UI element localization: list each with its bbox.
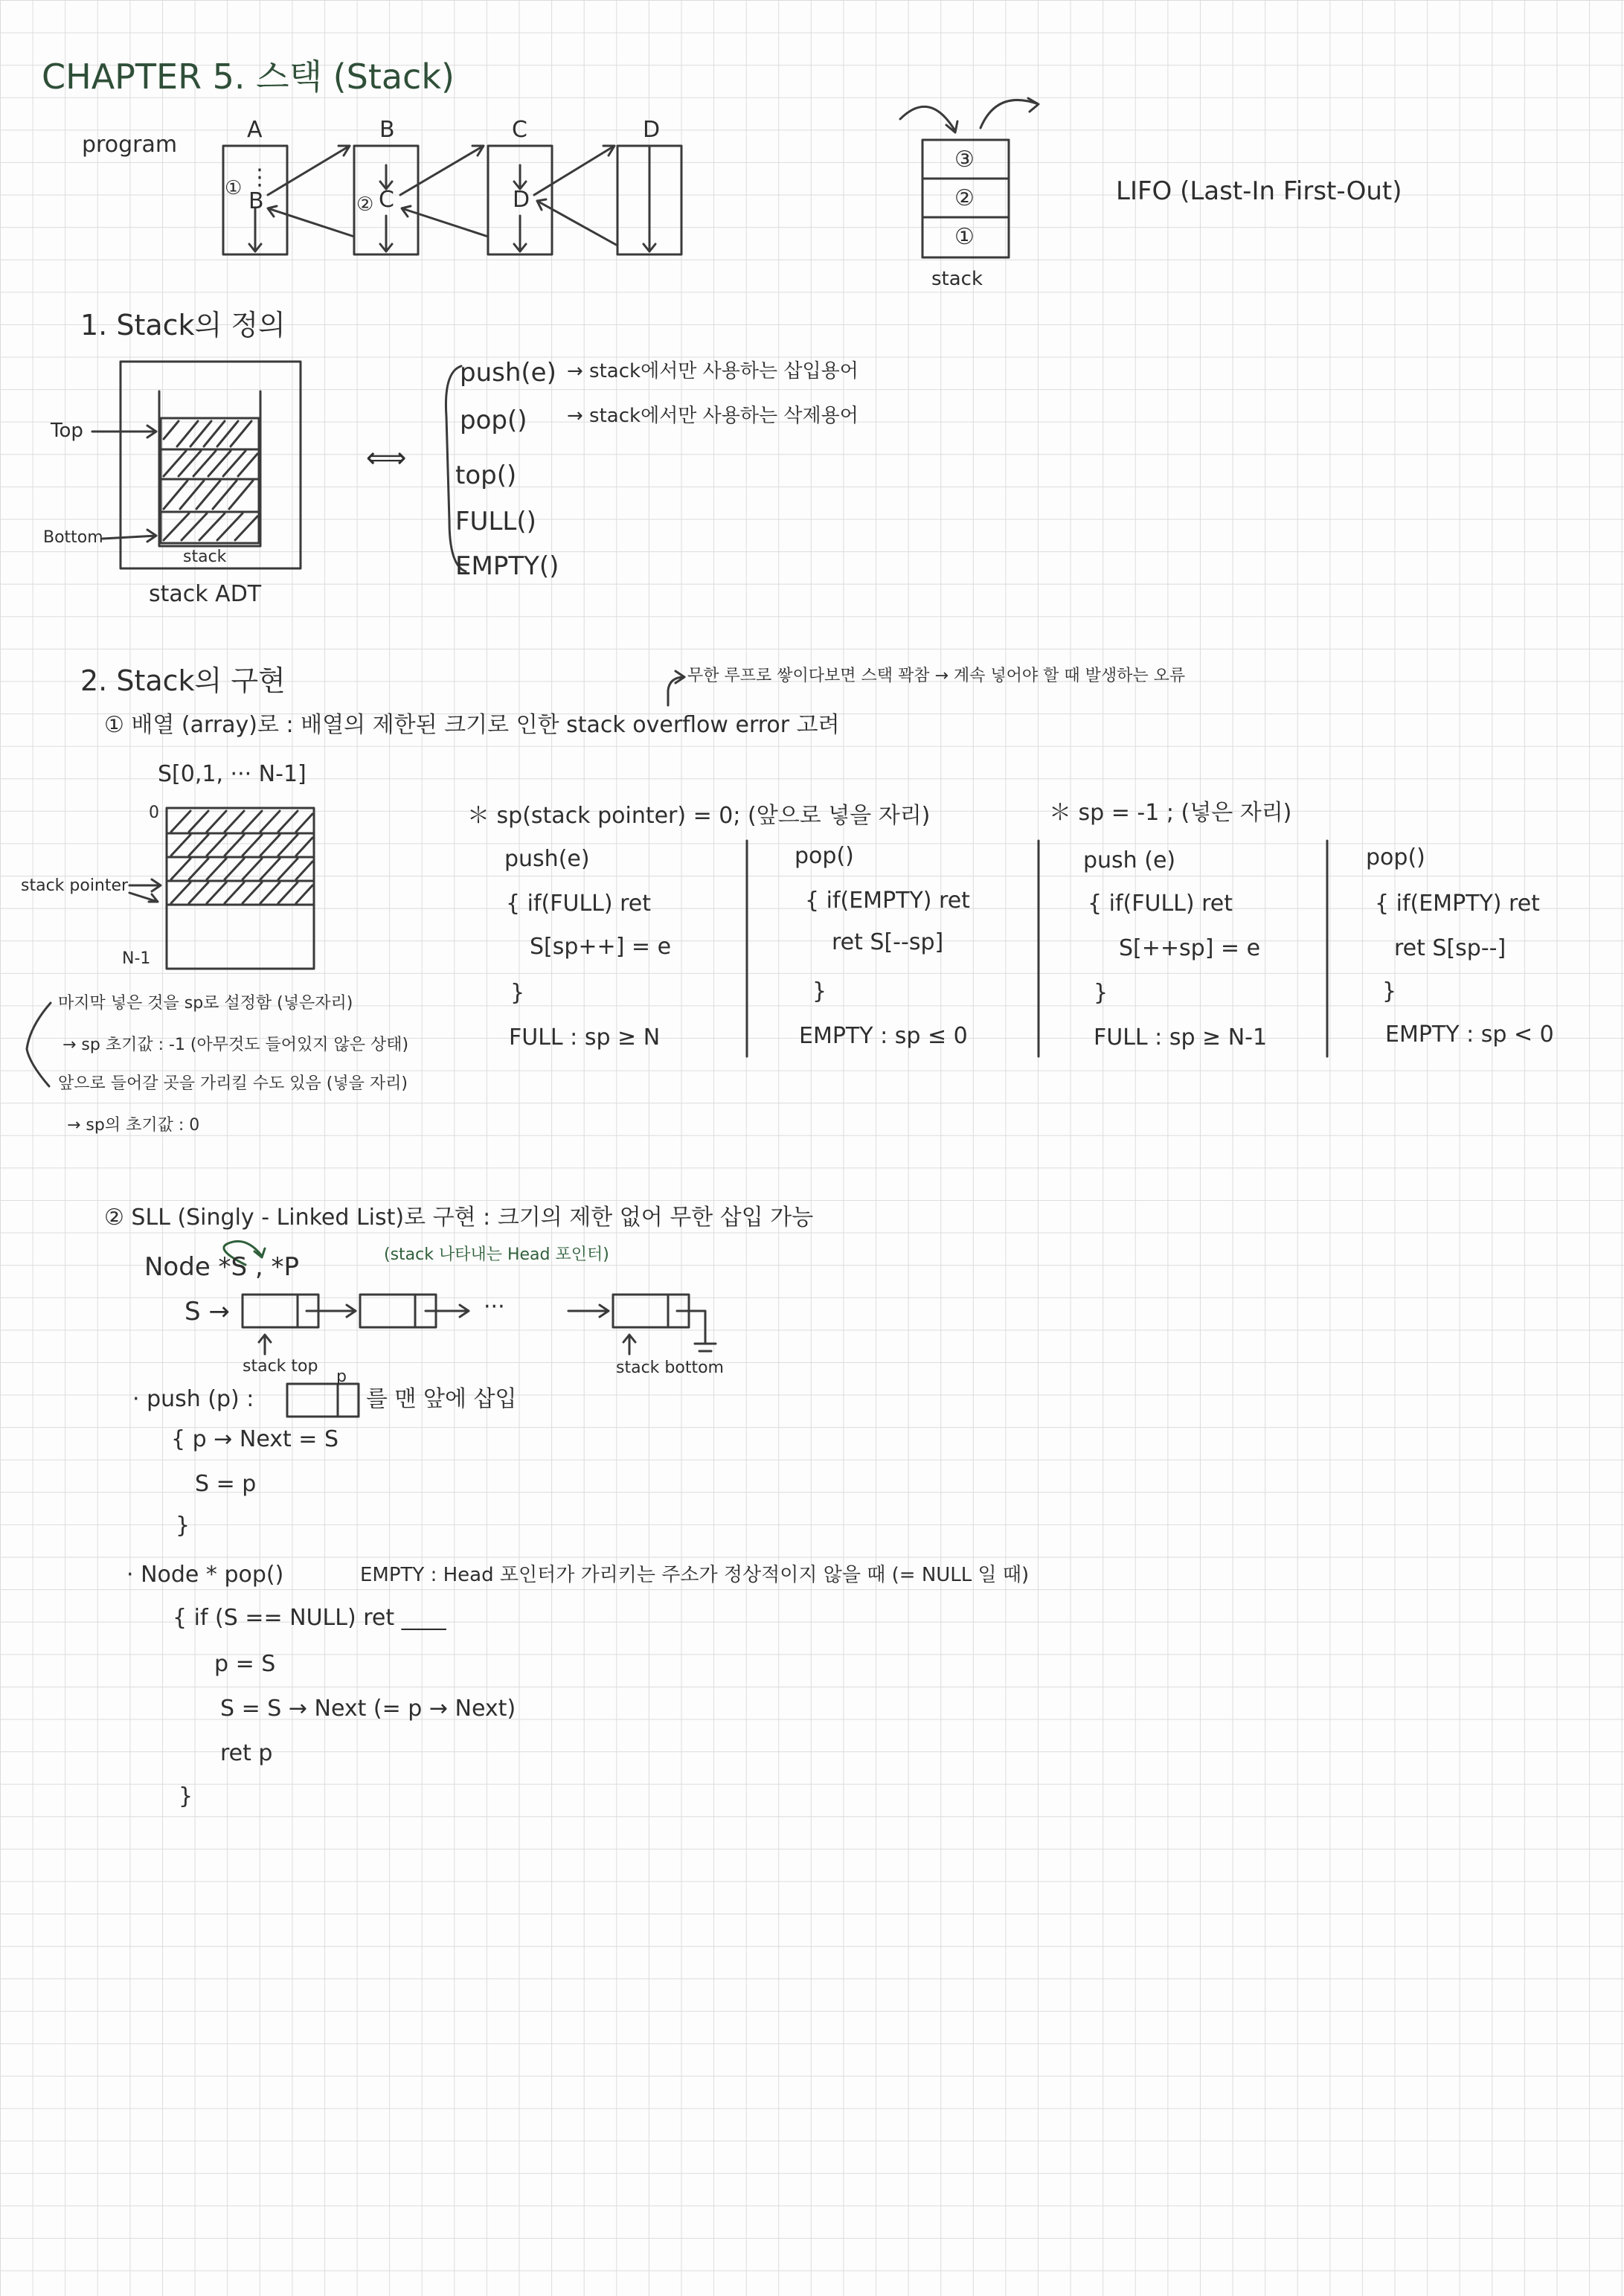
- push-body-close: }: [176, 1513, 190, 1539]
- bottom-label: Bottom: [43, 528, 103, 547]
- box-c-inner: D: [513, 187, 530, 213]
- case2-pop-title: pop(): [1366, 844, 1425, 870]
- stack-item-1: ①: [954, 224, 975, 250]
- p-label: p: [336, 1367, 347, 1386]
- box-label-a: A: [247, 117, 263, 143]
- push-label: · push (p) :: [132, 1386, 254, 1412]
- case1-pop-close: }: [812, 978, 827, 1004]
- pop-body-close: }: [179, 1783, 193, 1809]
- case2-full-cond: FULL : sp ≥ N-1: [1094, 1024, 1268, 1051]
- equivalence-symbol: ⟺: [366, 441, 407, 474]
- sp-arrow: [129, 879, 161, 902]
- box-a-down-arrow: [249, 208, 261, 251]
- pop-body-line2: p = S: [214, 1651, 276, 1677]
- top-label: Top: [51, 420, 83, 442]
- page-title: CHAPTER 5. 스택 (Stack): [42, 57, 455, 97]
- push-body-line1: { p → Next = S: [171, 1426, 339, 1452]
- return-arrow-c-b: [402, 206, 488, 237]
- push-description: 를 맨 앞에 삽입: [366, 1386, 517, 1412]
- bottom-up-arrow: [623, 1335, 635, 1354]
- case1-pop-line2: ret S[--sp]: [832, 929, 944, 955]
- push-body-line2: S = p: [195, 1471, 257, 1497]
- stack-adt-label: stack ADT: [149, 581, 262, 607]
- case1-push-line2: S[sp++] = e: [530, 934, 672, 960]
- case2-pop-line1: { if(EMPTY) ret: [1375, 891, 1540, 917]
- box-a-dots: ⋮: [248, 164, 271, 190]
- stack-adt-box: [121, 362, 301, 568]
- stack-adt-hatch: [161, 418, 259, 543]
- stack-item-3: ③: [954, 147, 975, 173]
- bottom-pointer-arrow: [103, 530, 156, 542]
- call-arrow-a-b: [268, 146, 350, 195]
- case2-pop-close: }: [1382, 978, 1397, 1004]
- case1-push-title: push(e): [504, 846, 590, 872]
- index-bottom: N-1: [122, 949, 151, 968]
- op-full: FULL(): [455, 507, 536, 536]
- pop-body-line4: ret p: [220, 1740, 273, 1766]
- stack-icon-label: stack: [931, 268, 983, 290]
- case1-push-close: }: [510, 980, 525, 1006]
- array-heading: ① 배열 (array)로 : 배열의 제한된 크기로 인한 stack overflow error 고려: [104, 712, 840, 738]
- array-hatch: [167, 811, 314, 905]
- case2-push-close: }: [1094, 980, 1108, 1006]
- side-notes-brace: [27, 1003, 51, 1086]
- case2-pop-line2: ret S[sp--]: [1394, 935, 1506, 961]
- array-signature: S[0,1, ··· N-1]: [158, 761, 306, 787]
- box-d-down-arrow: [643, 147, 655, 251]
- stack-item-2: ②: [954, 185, 975, 211]
- op-push: push(e): [460, 358, 556, 388]
- pop-note: → stack에서만 사용하는 삭제용어: [567, 405, 858, 427]
- pop-empty-note: EMPTY : Head 포인터가 가리키는 주소가 정상적이지 않을 때 (= NULL 일 때): [360, 1564, 1030, 1586]
- pop-body-line1: { if (S == NULL) ret ____: [173, 1605, 446, 1631]
- node-declaration: Node *S , *P: [144, 1252, 300, 1282]
- side-note-4: → sp의 초기값 : 0: [67, 1116, 200, 1135]
- op-empty: EMPTY(): [455, 551, 559, 581]
- sp-label: stack pointer: [21, 876, 129, 895]
- box-b-inner: C: [379, 187, 394, 213]
- pop-label: · Node * pop(): [126, 1562, 284, 1588]
- push-node-box: [287, 1384, 359, 1417]
- index-top: 0: [149, 804, 159, 822]
- return-arrow-d-c: [537, 199, 617, 246]
- case1-push-line1: { if(FULL) ret: [506, 891, 651, 917]
- box-label-b: B: [379, 117, 395, 143]
- return-arrow-b-a: [268, 206, 354, 237]
- stack-bottom-label: stack bottom: [616, 1359, 724, 1377]
- case2-empty-cond: EMPTY : sp < 0: [1385, 1022, 1554, 1048]
- case2-push-line2: S[++sp] = e: [1119, 935, 1261, 961]
- box-label-d: D: [643, 117, 661, 143]
- side-note-2: → sp 초기값 : -1 (아무것도 들어있지 않은 상태): [62, 1036, 409, 1054]
- call-arrow-c-d: [534, 146, 614, 195]
- side-note-1: 마지막 넣은 것을 sp로 설정함 (넣은자리): [58, 994, 353, 1013]
- null-ground: [677, 1311, 716, 1351]
- step-2: ②: [356, 193, 374, 216]
- case1-empty-cond: EMPTY : sp ≤ 0: [799, 1023, 968, 1049]
- pop-body-line3: S = S → Next (= p → Next): [220, 1696, 516, 1722]
- top-up-arrow: [259, 1335, 271, 1354]
- stack-inner-label: stack: [183, 548, 227, 566]
- sll-s-label: S →: [184, 1297, 230, 1327]
- case1-full-cond: FULL : sp ≥ N: [509, 1024, 661, 1051]
- sll-heading: ② SLL (Singly - Linked List)로 구현 : 크기의 제한 없어 무한 삽입 가능: [104, 1205, 814, 1231]
- program-label: program: [82, 132, 178, 158]
- section2-heading: 2. Stack의 구현: [80, 664, 286, 697]
- stack-in-arrow: [900, 106, 957, 132]
- box-a-inner: B: [248, 188, 264, 214]
- op-pop: pop(): [460, 405, 527, 435]
- stack-out-arrow: [981, 98, 1039, 128]
- case1-heading: ＊ sp(stack pointer) = 0; (앞으로 넣을 자리): [467, 803, 931, 829]
- lifo-note: LIFO (Last-In First-Out): [1116, 176, 1402, 206]
- case2-push-line1: { if(FULL) ret: [1088, 891, 1233, 917]
- side-note-3: 앞으로 들어갈 곳을 가리킬 수도 있음 (넣을 자리): [58, 1074, 408, 1093]
- step-1: ①: [225, 177, 243, 199]
- section1-heading: 1. Stack의 정의: [80, 309, 286, 341]
- case1-pop-line1: { if(EMPTY) ret: [805, 888, 970, 914]
- head-pointer-note: (stack 나타내는 Head 포인터): [384, 1245, 609, 1264]
- case2-push-title: push (e): [1083, 847, 1176, 873]
- op-top: top(): [455, 461, 517, 490]
- case2-heading: ＊ sp = -1 ; (넣은 자리): [1049, 800, 1292, 826]
- stack-top-label: stack top: [243, 1357, 318, 1376]
- sll-dots: ···: [484, 1294, 505, 1320]
- top-pointer-arrow: [92, 426, 156, 437]
- overflow-note: 무한 루프로 쌓이다보면 스택 꽉참 → 계속 넣어야 할 때 발생하는 오류: [687, 667, 1186, 685]
- call-arrow-b-c: [400, 146, 484, 195]
- case1-pop-title: pop(): [795, 843, 854, 869]
- box-label-c: C: [512, 117, 527, 143]
- push-note: → stack에서만 사용하는 삽입용어: [567, 360, 858, 382]
